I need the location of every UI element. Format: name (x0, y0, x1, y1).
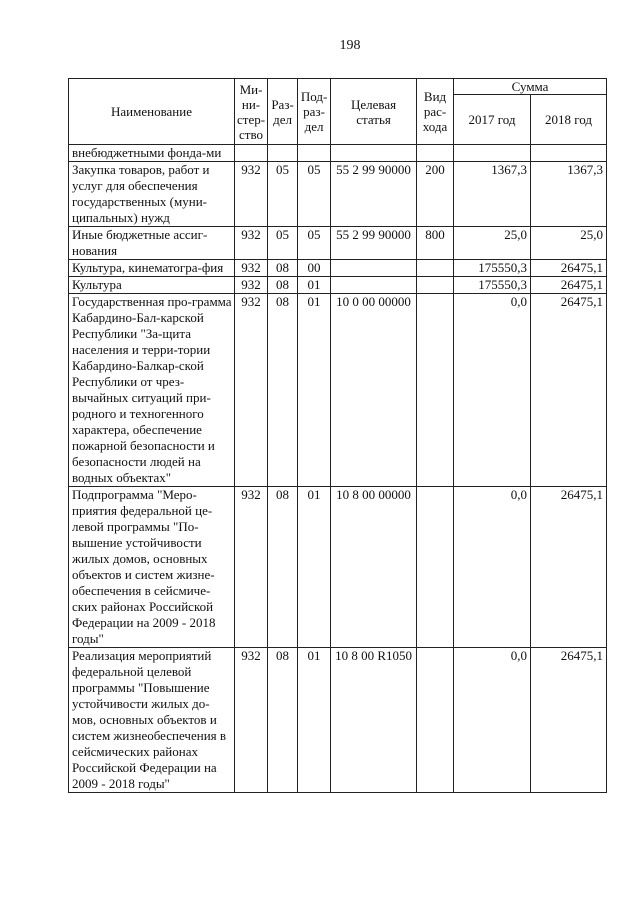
row-sum-2017: 25,0 (454, 227, 531, 260)
row-sum-2017: 1367,3 (454, 162, 531, 227)
table-row (69, 487, 607, 648)
row-name: Культура (69, 277, 235, 294)
row-sum-2017: 175550,3 (454, 277, 531, 294)
row-subsection: 01 (298, 487, 331, 648)
row-name: Государственная про-грамма Кабардино-Бал-карской Республики "За-щита населения и терри-тории Кабардино-Балкар-ской Республики от чрез-вычайных ситуаций при-родного и техногенного характера, обеспечение пожарной безопасности и безопасности людей на водных объектах" (69, 294, 235, 487)
row-sum-2018: 25,0 (531, 227, 607, 260)
row-subsection: 01 (298, 294, 331, 487)
row-target (331, 145, 417, 162)
row-target: 55 2 99 90000 (331, 162, 417, 227)
row-expense-type: 800 (417, 227, 454, 260)
row-sum-2018: 26475,1 (531, 294, 607, 487)
row-target: 10 8 00 R1050 (331, 648, 417, 793)
table-row (69, 294, 607, 487)
header-sum: Сумма (454, 79, 607, 95)
header-year-2017: 2017 год (454, 95, 531, 145)
row-ministry: 932 (235, 227, 268, 260)
row-expense-type (417, 294, 454, 487)
row-subsection: 05 (298, 162, 331, 227)
row-sum-2018: 26475,1 (531, 260, 607, 277)
row-sum-2017: 0,0 (454, 648, 531, 793)
row-name: Культура, кинематогра-фия (69, 260, 235, 277)
row-section: 08 (268, 294, 298, 487)
header-year-2018: 2018 год (531, 95, 607, 145)
row-section: 08 (268, 487, 298, 648)
row-section: 05 (268, 227, 298, 260)
row-expense-type: 200 (417, 162, 454, 227)
header-section: Раз-дел (268, 79, 298, 145)
row-ministry: 932 (235, 648, 268, 793)
row-expense-type (417, 145, 454, 162)
page-number: 198 (339, 38, 361, 53)
row-target (331, 260, 417, 277)
table-row (69, 145, 607, 162)
row-sum-2017: 175550,3 (454, 260, 531, 277)
row-name: внебюджетными фонда-ми (69, 145, 235, 162)
row-section: 08 (268, 260, 298, 277)
budget-table (68, 78, 607, 793)
table-row (69, 260, 607, 277)
row-name: Реализация мероприятий федеральной целевой программы "Повышение устойчивости жилых до-мов, основных объектов и систем жизнеобеспечения в сейсмических районах Российской Федерации на 2009 - 2018 годы" (69, 648, 235, 793)
row-sum-2018 (531, 145, 607, 162)
row-sum-2018: 26475,1 (531, 487, 607, 648)
header-target: Целевая статья (331, 79, 417, 145)
row-sum-2017: 0,0 (454, 294, 531, 487)
row-ministry (235, 145, 268, 162)
row-name: Подпрограмма "Меро-приятия федеральной це-левой программы "По-вышение устойчивости жилых домов, основных объектов и систем жизне-обеспечения в сейсмиче-ских районах Российской Федерации на 2009 - 2018 годы" (69, 487, 235, 648)
header-subsection: Под-раз-дел (298, 79, 331, 145)
row-ministry: 932 (235, 162, 268, 227)
row-expense-type (417, 648, 454, 793)
row-ministry: 932 (235, 487, 268, 648)
row-expense-type (417, 260, 454, 277)
table-row (69, 648, 607, 793)
header-name: Наименование (69, 79, 235, 145)
row-target: 55 2 99 90000 (331, 227, 417, 260)
row-section: 08 (268, 277, 298, 294)
header-expense-type: Вид рас-хода (417, 79, 454, 145)
row-sum-2018: 1367,3 (531, 162, 607, 227)
row-section (268, 145, 298, 162)
row-name: Закупка товаров, работ и услуг для обеспечения государственных (муни-ципальных) нужд (69, 162, 235, 227)
row-expense-type (417, 277, 454, 294)
row-name: Иные бюджетные ассиг-нования (69, 227, 235, 260)
row-ministry: 932 (235, 260, 268, 277)
row-target (331, 277, 417, 294)
row-target: 10 0 00 00000 (331, 294, 417, 487)
header-ministry: Ми-ни-стер-ство (235, 79, 268, 145)
table-row (69, 227, 607, 260)
row-sum-2017 (454, 145, 531, 162)
table-row (69, 162, 607, 227)
row-subsection: 01 (298, 277, 331, 294)
row-subsection: 00 (298, 260, 331, 277)
table-row (69, 277, 607, 294)
row-subsection (298, 145, 331, 162)
row-target: 10 8 00 00000 (331, 487, 417, 648)
row-ministry: 932 (235, 277, 268, 294)
row-ministry: 932 (235, 294, 268, 487)
row-section: 05 (268, 162, 298, 227)
row-section: 08 (268, 648, 298, 793)
row-sum-2018: 26475,1 (531, 277, 607, 294)
row-subsection: 01 (298, 648, 331, 793)
row-sum-2018: 26475,1 (531, 648, 607, 793)
row-subsection: 05 (298, 227, 331, 260)
row-expense-type (417, 487, 454, 648)
row-sum-2017: 0,0 (454, 487, 531, 648)
